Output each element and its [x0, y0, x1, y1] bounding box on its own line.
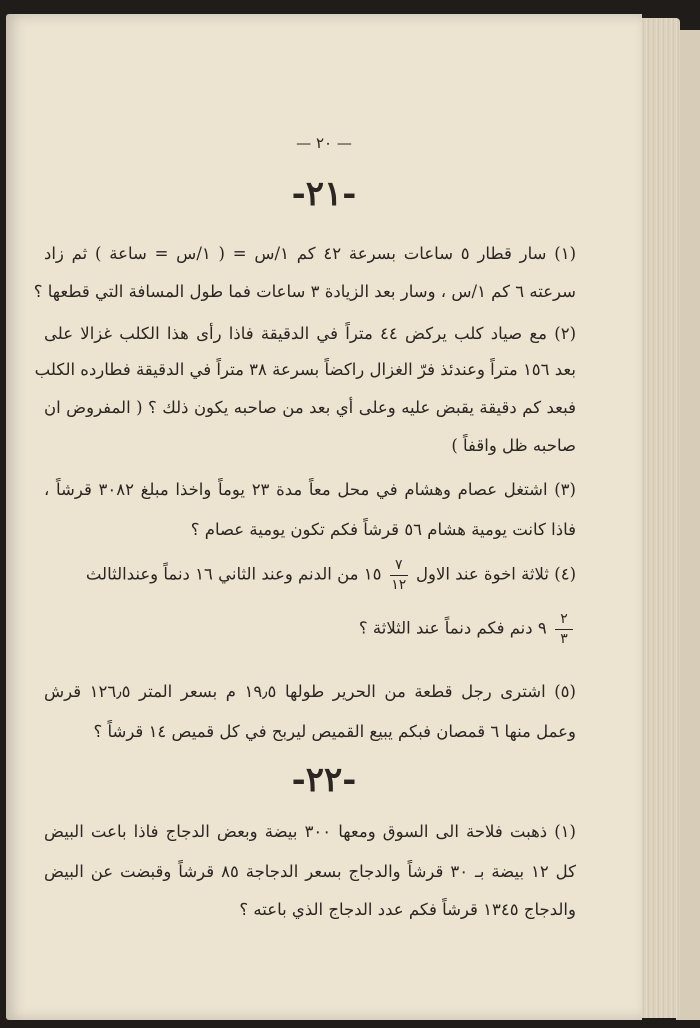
fraction-bar	[390, 575, 408, 576]
fraction-denominator: ٣	[560, 630, 568, 647]
problem-22-1-line-3: والدجاج ١٣٤٥ قرشاً فكم عدد الدجاج الذي باعته ؟	[239, 900, 576, 919]
problem-21-5-line-2: وعمل منها ٦ قمصان فبكم يبيع القميص ليربح في كل قميص ١٤ قرشاً ؟	[93, 722, 576, 741]
problem-21-4-text-b: ١٥ من الدنم وعند الثاني ١٦ دنماً وعندالثالث	[85, 564, 382, 584]
fraction-numerator: ٢	[560, 611, 568, 627]
page-edge-stack	[640, 18, 680, 1018]
problem-21-3-line-2: فاذا كانت يومية هشام ٥٦ قرشاً فكم تكون يومية عصام ؟	[190, 520, 576, 539]
problem-21-2-line-3: فبعد كم دقيقة يقبض عليه وعلى أي بعد من صاحبه يكون ذلك ؟ ( المفروض ان	[44, 398, 576, 417]
book-page	[6, 14, 642, 1020]
problem-21-4-line-1	[86, 558, 576, 592]
problem-21-2-line-2: بعد ١٥٦ متراً وعندئذ فرّ الغزال راكضاً بسرعة ٣٨ متراً في الدقيقة فطارده الكلب	[34, 360, 576, 379]
fraction-2-3	[555, 612, 573, 646]
problem-21-2-line-1: (٢) مع صياد كلب يركض ٤٤ متراً في الدقيقة فاذا رأى هذا الكلب غزالا على	[44, 324, 576, 343]
fraction-denominator: ١٢	[391, 576, 407, 593]
problem-21-3-line-1: (٣) اشتغل عصام وهشام في محل معاً مدة ٢٣ يوماً واخذا مبلغ ٣٠٨٢ قرشاً ،	[44, 480, 576, 499]
problem-22-1-line-2: كل ١٢ بيضة بـ ٣٠ قرشاً والدجاج بسعر الدجاجة ٨٥ قرشاً وقبضت عن البيض	[44, 862, 577, 881]
section-heading-22: -٢٢-	[291, 760, 357, 800]
problem-21-1-line-1: (١) سار قطار ٥ ساعات بسرعة ٤٢ كم ١/س = ( ١/س = ساعة ) ثم زاد	[44, 244, 576, 263]
problem-21-4-line-2	[359, 612, 576, 646]
problem-21-5-line-1: (٥) اشترى رجل قطعة من الحرير طولها ١٩٫٥ م بسعر المتر ١٢٦٫٥ قرش	[44, 682, 576, 701]
problem-22-1-line-1: (١) ذهبت فلاحة الى السوق ومعها ٣٠٠ بيضة وبعض الدجاج فاذا باعت البيض	[44, 822, 576, 841]
problem-21-4-text-a: (٤) ثلاثة اخوة عند الاول	[416, 564, 576, 584]
page-number: — ٢٠ —	[296, 134, 352, 152]
section-heading-21: -٢١-	[291, 174, 357, 214]
text-block	[33, 14, 577, 1020]
fraction-7-12	[390, 558, 408, 592]
problem-21-4-text-c: ٩ دنم فكم دنماً عند الثلاثة ؟	[358, 618, 547, 638]
fraction-bar	[555, 629, 573, 630]
fraction-numerator: ٧	[394, 557, 403, 573]
problem-21-1-line-2: سرعته ٦ كم ١/س ، وسار بعد الزيادة ٣ ساعات فما طول المسافة التي قطعها ؟	[33, 282, 576, 301]
problem-21-2-line-4: صاحبه ظل واقفاً )	[451, 436, 576, 455]
